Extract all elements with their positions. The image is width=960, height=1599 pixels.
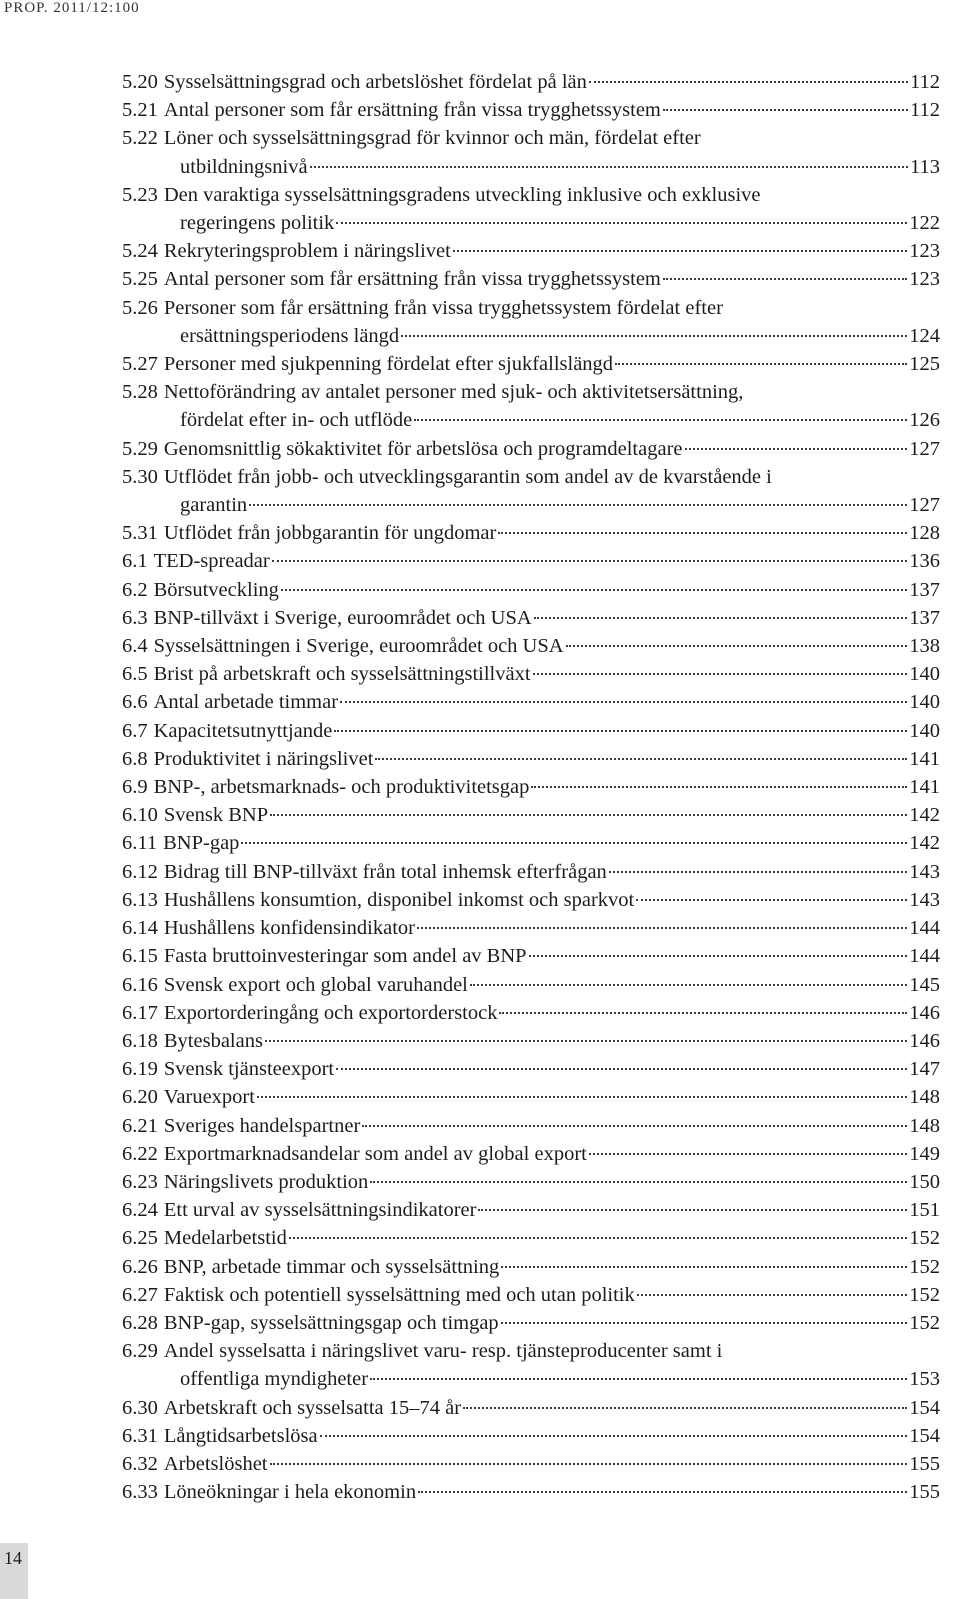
entry-title: Fasta bruttoinvesteringar som andel av BNP — [163, 945, 527, 968]
toc-entry-line — [122, 68, 940, 96]
toc-entry[interactable] — [122, 1253, 940, 1281]
entry-number: 5.25 — [122, 268, 158, 291]
entry-number: 6.8 — [122, 747, 148, 770]
toc-entry-line — [122, 96, 940, 124]
toc-entry-line — [122, 632, 940, 660]
entry-number: 6.3 — [122, 606, 148, 629]
entry-title: offentliga myndigheter — [180, 1368, 369, 1391]
toc-entry[interactable] — [122, 124, 940, 180]
entry-title: Näringslivets produktion — [163, 1170, 369, 1193]
entry-title: Den varaktiga sysselsättningsgradens utveckling inklusive och exklusive — [163, 183, 761, 206]
entry-title: Hushållens konsumtion, disponibel inkomst och sparkvot — [163, 888, 635, 911]
toc-entry-line — [122, 942, 940, 970]
entry-page-number[interactable]: 137 — [909, 606, 940, 629]
entry-page-number[interactable]: 136 — [909, 550, 940, 573]
dot-leader — [478, 1209, 907, 1211]
entry-number: 6.24 — [122, 1199, 158, 1222]
entry-page-number[interactable]: 146 — [909, 1001, 940, 1024]
toc-entry[interactable] — [122, 350, 940, 378]
entry-page-number[interactable]: 122 — [909, 212, 940, 235]
dot-leader — [370, 1378, 907, 1380]
entry-page-number[interactable]: 143 — [909, 888, 940, 911]
entry-page-number[interactable]: 141 — [909, 747, 940, 770]
entry-page-number[interactable]: 140 — [909, 663, 940, 686]
toc-entry-line — [122, 745, 940, 773]
entry-page-number[interactable]: 150 — [909, 1170, 940, 1193]
entry-page-number[interactable]: 141 — [909, 776, 940, 799]
toc-entry-line — [122, 1224, 940, 1252]
toc-entry-line — [122, 237, 940, 265]
entry-page-number[interactable]: 155 — [909, 1452, 940, 1475]
entry-title: fördelat efter in- och utflöde — [180, 409, 413, 432]
dot-leader — [470, 984, 907, 986]
toc-entry[interactable] — [122, 1337, 940, 1393]
dot-leader — [281, 589, 907, 591]
entry-number: 5.24 — [122, 240, 158, 263]
toc-entry[interactable] — [122, 1422, 940, 1450]
toc-entry-line — [122, 971, 940, 999]
entry-title: Löner och sysselsättningsgrad för kvinnor och män, fördelat efter — [163, 127, 701, 150]
entry-page-number[interactable]: 155 — [909, 1481, 940, 1504]
toc-entry[interactable] — [122, 1083, 940, 1111]
toc-entry-line — [122, 350, 940, 378]
toc-entry-line — [122, 1027, 940, 1055]
entry-title: Sysselsättningen i Sverige, euroområdet och USA — [153, 635, 564, 658]
toc-entry[interactable] — [122, 1027, 940, 1055]
toc-entry[interactable] — [122, 1394, 940, 1422]
toc-entry-line — [122, 858, 940, 886]
entry-number: 6.21 — [122, 1114, 158, 1137]
toc-entry[interactable] — [122, 1224, 940, 1252]
entry-page-number[interactable]: 146 — [909, 1029, 940, 1052]
entry-title: Personer som får ersättning från vissa trygghetssystem fördelat efter — [163, 296, 723, 319]
dot-leader — [534, 617, 908, 619]
entry-number: 6.26 — [122, 1255, 158, 1278]
entry-title: Långtidsarbetslösa — [163, 1424, 318, 1447]
dot-leader — [310, 166, 908, 168]
entry-number: 5.23 — [122, 183, 158, 206]
toc-entry-line — [122, 435, 940, 463]
entry-title: Brist på arbetskraft och sysselsättningstillväxt — [153, 663, 531, 686]
entry-title: Löneökningar i hela ekonomin — [163, 1481, 417, 1504]
entry-title: Genomsnittlig sökaktivitet för arbetslösa och programdeltagare — [163, 437, 683, 460]
toc-entry[interactable] — [122, 1196, 940, 1224]
entry-page-number[interactable]: 147 — [909, 1058, 940, 1081]
entry-page-number[interactable]: 123 — [909, 240, 940, 263]
entry-number: 5.26 — [122, 296, 158, 319]
dot-leader — [336, 1068, 907, 1070]
dot-leader — [663, 109, 908, 111]
toc-entry-line — [122, 491, 940, 519]
entry-title: regeringens politik — [180, 212, 335, 235]
dot-leader — [272, 560, 908, 562]
entry-title: Faktisk och potentiell sysselsättning med och utan politik — [163, 1283, 635, 1306]
toc-entry[interactable] — [122, 68, 940, 96]
entry-number: 6.4 — [122, 635, 148, 658]
dot-leader — [249, 504, 907, 506]
dot-leader — [334, 730, 907, 732]
entry-page-number[interactable]: 112 — [910, 71, 940, 93]
toc-entry-line — [122, 660, 940, 688]
entry-title: Exportorderingång och exportorderstock — [163, 1001, 498, 1024]
toc-entry-line — [122, 1281, 940, 1309]
entry-title: Produktivitet i näringslivet — [153, 747, 374, 770]
toc-entry[interactable] — [122, 378, 940, 434]
dot-leader — [257, 1096, 907, 1098]
toc-entry-line — [122, 519, 940, 547]
toc-entry[interactable] — [122, 519, 940, 547]
entry-title: Medelarbetstid — [163, 1227, 287, 1250]
entry-number: 6.25 — [122, 1227, 158, 1250]
entry-number: 6.15 — [122, 945, 158, 968]
toc-entry[interactable] — [122, 745, 940, 773]
entry-page-number[interactable]: 151 — [909, 1199, 940, 1222]
entry-number: 6.29 — [122, 1340, 158, 1363]
entry-number: 5.29 — [122, 437, 158, 460]
dot-leader — [370, 1181, 907, 1183]
entry-title: Arbetslöshet — [163, 1452, 268, 1475]
toc-entry-line — [122, 153, 940, 181]
toc-entry[interactable] — [122, 265, 940, 293]
toc-entry-line — [122, 773, 940, 801]
entry-title: Ett urval av sysselsättningsindikatorer — [163, 1199, 477, 1222]
toc-entry[interactable] — [122, 604, 940, 632]
toc-entry-line — [122, 717, 940, 745]
dot-leader — [501, 1322, 908, 1324]
toc-entry-line — [122, 463, 940, 491]
entry-title: BNP-gap, sysselsättningsgap och timgap — [163, 1311, 499, 1334]
dot-leader — [531, 786, 907, 788]
dot-leader — [663, 278, 907, 280]
toc-entry[interactable] — [122, 181, 940, 237]
entry-page-number[interactable]: 124 — [909, 324, 940, 347]
entry-number: 6.31 — [122, 1424, 158, 1447]
entry-number: 6.19 — [122, 1058, 158, 1081]
toc-entry[interactable] — [122, 999, 940, 1027]
dot-leader — [417, 927, 907, 929]
entry-page-number[interactable]: 148 — [909, 1114, 940, 1137]
entry-number: 6.30 — [122, 1396, 158, 1419]
toc-entry-line — [122, 1422, 940, 1450]
entry-title: ersättningsperiodens längd — [180, 324, 400, 347]
dot-leader — [340, 701, 907, 703]
entry-title: Börsutveckling — [153, 578, 279, 601]
toc-entry-line — [122, 999, 940, 1027]
toc-entry[interactable] — [122, 1112, 940, 1140]
entry-number: 5.28 — [122, 381, 158, 404]
entry-title: Rekryteringsproblem i näringslivet — [163, 240, 451, 263]
toc-entry-line — [122, 801, 940, 829]
entry-number: 6.17 — [122, 1001, 158, 1024]
entry-title: BNP, arbetade timmar och sysselsättning — [163, 1255, 500, 1278]
toc-entry-line — [122, 1168, 940, 1196]
entry-title: Personer med sjukpenning fördelat efter sjukfallslängd — [163, 353, 614, 376]
entry-number: 6.27 — [122, 1283, 158, 1306]
dot-leader — [589, 1153, 907, 1155]
entry-title: BNP-gap — [163, 832, 240, 855]
entry-title: Utflödet från jobb- och utvecklingsgarantin som andel av de kvarstående i — [163, 465, 772, 488]
dot-leader — [362, 1125, 907, 1127]
dot-leader — [615, 363, 907, 365]
toc-entry[interactable] — [122, 1478, 940, 1506]
entry-number: 6.11 — [122, 832, 158, 855]
toc-entry[interactable] — [122, 1140, 940, 1168]
entry-page-number[interactable]: 127 — [909, 437, 940, 460]
dot-leader — [637, 1294, 907, 1296]
toc-entry-line — [122, 1055, 940, 1083]
entry-title: Svensk export och global varuhandel — [163, 973, 468, 996]
entry-number: 6.33 — [122, 1481, 158, 1504]
entry-number: 6.18 — [122, 1029, 158, 1052]
dot-leader — [265, 1040, 907, 1042]
entry-title: Antal personer som får ersättning från vissa trygghetssystem — [163, 268, 661, 291]
entry-title: Nettoförändring av antalet personer med sjuk- och aktivitetsersättning, — [163, 381, 744, 404]
dot-leader — [529, 955, 908, 957]
toc-entry[interactable] — [122, 942, 940, 970]
entry-title: Utflödet från jobbgarantin för ungdomar — [163, 522, 497, 545]
toc-entry[interactable] — [122, 294, 940, 350]
toc-entry-line — [122, 886, 940, 914]
table-of-figures — [122, 68, 940, 1506]
dot-leader — [270, 814, 907, 816]
toc-entry[interactable] — [122, 576, 940, 604]
entry-number: 6.16 — [122, 973, 158, 996]
dot-leader — [375, 758, 907, 760]
dot-leader — [533, 673, 908, 675]
dot-leader — [336, 222, 907, 224]
entry-title: BNP-, arbetsmarknads- och produktivitetsgap — [153, 776, 530, 799]
dot-leader — [499, 1012, 907, 1014]
page-number: 14 — [4, 1548, 22, 1568]
toc-entry[interactable] — [122, 1168, 940, 1196]
entry-number: 6.32 — [122, 1452, 158, 1475]
toc-entry-line — [122, 265, 940, 293]
dot-leader — [289, 1237, 907, 1239]
entry-title: Exportmarknadsandelar som andel av global export — [163, 1142, 587, 1165]
entry-page-number[interactable]: 140 — [909, 719, 940, 742]
toc-entry[interactable] — [122, 632, 940, 660]
entry-number: 5.22 — [122, 127, 158, 150]
dot-leader — [418, 1491, 907, 1493]
toc-entry-line — [122, 1083, 940, 1111]
entry-page-number[interactable]: 144 — [909, 917, 940, 940]
toc-entry-line — [122, 378, 940, 406]
toc-entry-line — [122, 1450, 940, 1478]
dot-leader — [609, 871, 907, 873]
entry-page-number[interactable]: 113 — [910, 155, 940, 178]
entry-title: Andel sysselsatta i näringslivet varu- resp. tjänsteproducenter samt i — [163, 1340, 723, 1363]
toc-entry-line — [122, 829, 940, 857]
entry-page-number[interactable]: 154 — [909, 1396, 940, 1419]
toc-entry-line — [122, 209, 940, 237]
dot-leader — [241, 842, 907, 844]
toc-entry-line — [122, 576, 940, 604]
entry-page-number[interactable]: 148 — [909, 1086, 940, 1109]
entry-title: Svensk BNP — [163, 804, 269, 827]
entry-number: 6.22 — [122, 1142, 158, 1165]
entry-number: 6.1 — [122, 550, 148, 573]
toc-entry[interactable] — [122, 717, 940, 745]
dot-leader — [685, 448, 908, 450]
entry-title: TED-spreadar — [153, 550, 270, 573]
dot-leader — [589, 81, 908, 83]
entry-page-number[interactable]: 152 — [909, 1283, 940, 1306]
entry-page-number[interactable]: 144 — [909, 945, 940, 968]
entry-title: Antal arbetade timmar — [153, 691, 339, 714]
entry-title: Kapacitetsutnyttjande — [153, 719, 333, 742]
entry-page-number[interactable]: 142 — [909, 832, 940, 855]
toc-entry[interactable] — [122, 971, 940, 999]
toc-entry-line — [122, 1394, 940, 1422]
entry-page-number[interactable]: 152 — [909, 1255, 940, 1278]
toc-entry-line — [122, 406, 940, 434]
dot-leader — [463, 1407, 907, 1409]
toc-entry-line — [122, 547, 940, 575]
toc-entry-line — [122, 1112, 940, 1140]
entry-title: Hushållens konfidensindikator — [163, 917, 415, 940]
entry-number: 6.6 — [122, 691, 148, 714]
toc-entry-line — [122, 688, 940, 716]
entry-page-number[interactable]: 128 — [909, 522, 940, 545]
entry-number: 6.7 — [122, 719, 148, 742]
entry-title: Sysselsättningsgrad och arbetslöshet fördelat på län — [163, 71, 587, 93]
toc-entry[interactable] — [122, 1281, 940, 1309]
toc-entry[interactable] — [122, 801, 940, 829]
toc-entry[interactable] — [122, 829, 940, 857]
entry-number: 5.30 — [122, 465, 158, 488]
dot-leader — [498, 532, 907, 534]
toc-entry-line — [122, 1337, 940, 1365]
toc-entry[interactable] — [122, 914, 940, 942]
toc-entry[interactable] — [122, 1055, 940, 1083]
entry-title: utbildningsnivå — [180, 155, 308, 178]
entry-number: 6.12 — [122, 860, 158, 883]
toc-entry-line — [122, 1196, 940, 1224]
entry-number: 6.5 — [122, 663, 148, 686]
toc-entry[interactable] — [122, 773, 940, 801]
dot-leader — [414, 419, 907, 421]
entry-number: 6.23 — [122, 1170, 158, 1193]
entry-title: Bidrag till BNP-tillväxt från total inhemsk efterfrågan — [163, 860, 607, 883]
entry-number: 6.28 — [122, 1311, 158, 1334]
entry-number: 6.10 — [122, 804, 158, 827]
entry-page-number[interactable]: 112 — [910, 99, 940, 122]
entry-page-number[interactable]: 138 — [909, 635, 940, 658]
entry-number: 5.20 — [122, 71, 158, 93]
entry-page-number[interactable]: 140 — [909, 691, 940, 714]
toc-entry-line — [122, 124, 940, 152]
entry-page-number[interactable]: 149 — [909, 1142, 940, 1165]
dot-leader — [320, 1435, 908, 1437]
dot-leader — [401, 335, 907, 337]
entry-title: Svensk tjänsteexport — [163, 1058, 335, 1081]
entry-title: Arbetskraft och sysselsatta 15–74 år — [163, 1396, 462, 1419]
entry-number: 5.31 — [122, 522, 158, 545]
entry-number: 6.13 — [122, 888, 158, 911]
toc-entry[interactable] — [122, 1309, 940, 1337]
entry-page-number[interactable]: 152 — [909, 1227, 940, 1250]
toc-entry[interactable] — [122, 688, 940, 716]
toc-entry-line — [122, 914, 940, 942]
entry-title: garantin — [180, 494, 248, 517]
entry-title: Varuexport — [163, 1086, 255, 1109]
running-head: PROP. 2011/12:100 — [4, 0, 140, 16]
entry-title: Antal personer som får ersättning från vissa trygghetssystem — [163, 99, 661, 122]
toc-entry-line — [122, 1309, 940, 1337]
entry-page-number[interactable]: 126 — [909, 409, 940, 432]
entry-title: BNP-tillväxt i Sverige, euroområdet och USA — [153, 606, 532, 629]
entry-page-number[interactable]: 143 — [909, 860, 940, 883]
dot-leader — [636, 899, 907, 901]
toc-entry[interactable] — [122, 547, 940, 575]
toc-entry[interactable] — [122, 463, 940, 519]
dot-leader — [566, 645, 908, 647]
toc-entry[interactable] — [122, 858, 940, 886]
entry-page-number[interactable]: 154 — [909, 1424, 940, 1447]
dot-leader — [270, 1463, 908, 1465]
entry-number: 6.2 — [122, 578, 148, 601]
toc-entry[interactable] — [122, 660, 940, 688]
entry-page-number[interactable]: 127 — [909, 494, 940, 517]
entry-number: 5.27 — [122, 353, 158, 376]
entry-page-number[interactable]: 137 — [909, 578, 940, 601]
entry-number: 6.14 — [122, 917, 158, 940]
entry-number: 5.21 — [122, 99, 158, 122]
toc-entry-line — [122, 294, 940, 322]
toc-entry-line — [122, 181, 940, 209]
toc-entry[interactable] — [122, 435, 940, 463]
toc-entry[interactable] — [122, 237, 940, 265]
entry-page-number[interactable]: 125 — [909, 353, 940, 376]
entry-page-number[interactable]: 152 — [909, 1311, 940, 1334]
toc-entry[interactable] — [122, 96, 940, 124]
toc-entry-line — [122, 1140, 940, 1168]
entry-title: Sveriges handelspartner — [163, 1114, 361, 1137]
toc-entry-line — [122, 1478, 940, 1506]
entry-page-number[interactable]: 123 — [909, 268, 940, 291]
entry-title: Bytesbalans — [163, 1029, 263, 1052]
entry-page-number[interactable]: 153 — [909, 1368, 940, 1391]
toc-entry-line — [122, 604, 940, 632]
toc-entry-line — [122, 1365, 940, 1393]
entry-page-number[interactable]: 142 — [909, 804, 940, 827]
toc-entry[interactable] — [122, 1450, 940, 1478]
toc-entry-line — [122, 322, 940, 350]
entry-number: 6.9 — [122, 776, 148, 799]
toc-entry-line — [122, 1253, 940, 1281]
toc-entry[interactable] — [122, 886, 940, 914]
entry-page-number[interactable]: 145 — [909, 973, 940, 996]
entry-number: 6.20 — [122, 1086, 158, 1109]
dot-leader — [501, 1266, 907, 1268]
dot-leader — [453, 250, 907, 252]
